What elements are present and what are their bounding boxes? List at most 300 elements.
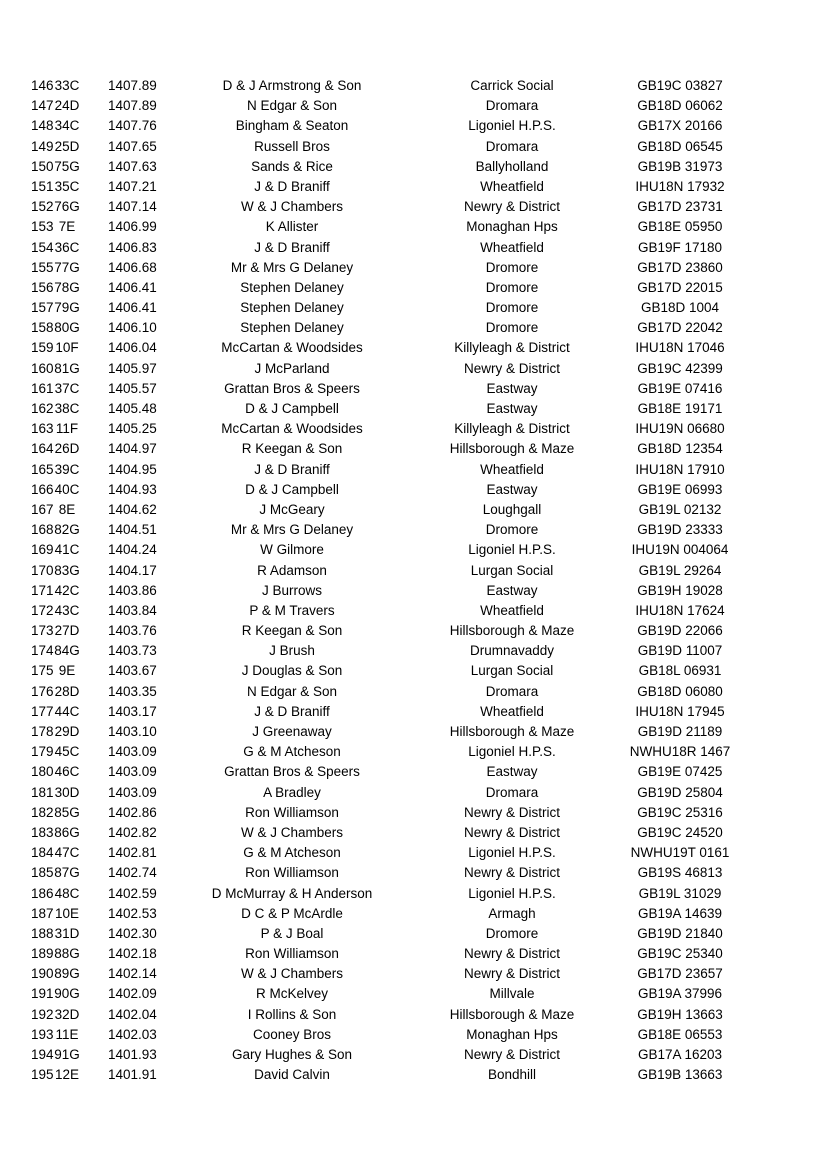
- score-cell: 1407.89: [108, 98, 157, 114]
- ring-number-cell: IHU19N 06680: [635, 421, 725, 437]
- club-cell: Hillsborough & Maze: [449, 441, 575, 457]
- position-cell: 175: [31, 663, 54, 679]
- table-row: [0, 338, 827, 358]
- table-row: [0, 318, 827, 338]
- ring-number-cell: GB18D 06062: [637, 98, 723, 114]
- fancier-name-cell: J & D Braniff: [254, 461, 330, 477]
- ring-number-cell: GB18D 1004: [640, 300, 720, 316]
- table-row: [0, 76, 827, 96]
- fancier-name-cell: I Rollins & Son: [247, 1006, 337, 1022]
- score-cell: 1404.95: [108, 461, 157, 477]
- club-cell: Ligoniel H.P.S.: [468, 744, 556, 760]
- club-cell: Hillsborough & Maze: [449, 724, 575, 739]
- table-row: [0, 480, 827, 500]
- table-row: [0, 803, 827, 823]
- fancier-name-cell: Stephen Delaney: [240, 300, 344, 316]
- pigeon-code-cell: 43C: [54, 602, 80, 618]
- club-cell: Newry & District: [463, 1047, 560, 1062]
- score-cell: 1405.48: [108, 401, 157, 416]
- table-row: [0, 298, 827, 318]
- position-cell: 181: [31, 784, 54, 800]
- club-cell: Monaghan Hps: [466, 1026, 558, 1042]
- score-cell: 1407.65: [108, 138, 157, 154]
- fancier-name-cell: Mr & Mrs G Delaney: [230, 259, 354, 275]
- fancier-name-cell: J & D Braniff: [254, 178, 330, 194]
- fancier-name-cell: P & J Boal: [260, 925, 324, 941]
- fancier-name-cell: J Brush: [269, 643, 315, 659]
- table-row: [0, 561, 827, 581]
- ring-number-cell: IHU18N 17932: [635, 178, 725, 194]
- pigeon-code-cell: 27D: [54, 623, 80, 639]
- club-cell: Newry & District: [463, 966, 560, 982]
- ring-number-cell: GB18E 06553: [637, 1026, 723, 1042]
- fancier-name-cell: W Gilmore: [260, 542, 324, 558]
- position-cell: 150: [31, 158, 54, 174]
- table-row: [0, 520, 827, 540]
- score-cell: 1402.81: [108, 845, 157, 861]
- score-cell: 1406.10: [108, 320, 157, 336]
- ring-number-cell: GB19S 46813: [637, 865, 723, 881]
- pigeon-code-cell: 29D: [54, 724, 80, 739]
- ring-number-cell: GB18E 19171: [637, 401, 723, 416]
- position-cell: 147: [31, 98, 54, 114]
- pigeon-code-cell: 77G: [54, 259, 80, 275]
- ring-number-cell: GB19H 13663: [637, 1006, 723, 1022]
- ring-number-cell: IHU18N 17945: [635, 703, 725, 719]
- table-row: [0, 460, 827, 480]
- pigeon-code-cell: 47C: [54, 845, 80, 861]
- position-cell: 193: [31, 1026, 54, 1042]
- club-cell: Dromara: [485, 683, 539, 699]
- ring-number-cell: GB19E 06993: [637, 481, 723, 497]
- pigeon-code-cell: 8E: [58, 501, 76, 517]
- club-cell: Wheatfield: [480, 602, 544, 618]
- score-cell: 1405.57: [108, 380, 157, 396]
- position-cell: 192: [31, 1006, 54, 1022]
- club-cell: Dromore: [485, 259, 539, 275]
- fancier-name-cell: McCartan & Woodsides: [221, 340, 363, 356]
- pigeon-code-cell: 36C: [54, 239, 80, 255]
- position-cell: 156: [31, 279, 54, 295]
- position-cell: 189: [31, 946, 54, 962]
- pigeon-code-cell: 79G: [54, 300, 80, 316]
- position-cell: 163: [31, 421, 54, 437]
- fancier-name-cell: Russell Bros: [254, 138, 330, 154]
- score-cell: 1403.09: [108, 784, 157, 800]
- ring-number-cell: GB19A 14639: [637, 905, 723, 921]
- pigeon-code-cell: 34C: [54, 118, 80, 134]
- position-cell: 151: [31, 178, 54, 194]
- pigeon-code-cell: 11F: [55, 421, 79, 437]
- fancier-name-cell: R Keegan & Son: [241, 441, 343, 457]
- table-row: [0, 419, 827, 439]
- table-row: [0, 1065, 827, 1085]
- table-row: [0, 682, 827, 702]
- pigeon-code-cell: 31D: [54, 925, 80, 941]
- score-cell: 1402.04: [108, 1006, 157, 1022]
- club-cell: Dromara: [485, 98, 539, 114]
- score-cell: 1401.93: [108, 1047, 157, 1062]
- table-row: [0, 924, 827, 944]
- club-cell: Monaghan Hps: [466, 219, 558, 235]
- pigeon-code-cell: 26D: [54, 441, 80, 457]
- ring-number-cell: GB19D 21840: [637, 925, 723, 941]
- position-cell: 190: [31, 966, 54, 982]
- fancier-name-cell: N Edgar & Son: [246, 98, 338, 114]
- score-cell: 1403.76: [108, 623, 157, 639]
- club-cell: Wheatfield: [480, 178, 544, 194]
- table-row: [0, 904, 827, 924]
- position-cell: 188: [31, 925, 54, 941]
- pigeon-code-cell: 39C: [54, 461, 80, 477]
- score-cell: 1402.09: [108, 986, 157, 1002]
- ring-number-cell: GB17D 23860: [637, 259, 723, 275]
- pigeon-code-cell: 41C: [54, 542, 80, 558]
- ring-number-cell: IHU19N 004064: [631, 542, 729, 558]
- fancier-name-cell: Grattan Bros & Speers: [224, 380, 360, 396]
- pigeon-code-cell: 12E: [54, 1067, 80, 1083]
- club-cell: Dromore: [485, 522, 539, 538]
- pigeon-code-cell: 80G: [54, 320, 80, 336]
- ring-number-cell: GB17D 23657: [637, 966, 723, 982]
- ring-number-cell: GB19H 19028: [637, 582, 723, 598]
- fancier-name-cell: J Burrows: [261, 582, 322, 598]
- ring-number-cell: GB19C 25316: [637, 804, 723, 820]
- club-cell: Killyleagh & District: [454, 421, 570, 437]
- score-cell: 1407.63: [108, 158, 157, 174]
- position-cell: 186: [31, 885, 54, 901]
- score-cell: 1405.97: [108, 360, 157, 376]
- table-row: [0, 439, 827, 459]
- fancier-name-cell: R Keegan & Son: [241, 623, 343, 639]
- score-cell: 1403.09: [108, 744, 157, 760]
- position-cell: 166: [31, 481, 54, 497]
- score-cell: 1403.10: [108, 724, 157, 739]
- club-cell: Newry & District: [463, 199, 560, 215]
- table-row: [0, 217, 827, 237]
- ring-number-cell: NWHU19T 0161: [630, 845, 730, 861]
- pigeon-code-cell: 42C: [54, 582, 80, 598]
- score-cell: 1402.03: [108, 1026, 157, 1042]
- fancier-name-cell: D & J Armstrong & Son: [222, 78, 362, 93]
- score-cell: 1406.41: [108, 279, 157, 295]
- club-cell: Newry & District: [463, 865, 560, 881]
- pigeon-code-cell: 76G: [54, 199, 80, 215]
- position-cell: 161: [31, 380, 54, 396]
- score-cell: 1403.73: [108, 643, 157, 659]
- pigeon-code-cell: 35C: [54, 178, 80, 194]
- pigeon-code-cell: 91G: [54, 1047, 80, 1062]
- club-cell: Bondhill: [487, 1067, 537, 1083]
- fancier-name-cell: J & D Braniff: [254, 703, 330, 719]
- club-cell: Ligoniel H.P.S.: [468, 845, 556, 861]
- ring-number-cell: GB19D 22066: [637, 623, 723, 639]
- position-cell: 148: [31, 118, 54, 134]
- position-cell: 178: [31, 724, 54, 739]
- score-cell: 1404.62: [108, 501, 157, 517]
- table-row: [0, 601, 827, 621]
- pigeon-code-cell: 33C: [54, 78, 80, 93]
- table-row: [0, 742, 827, 762]
- position-cell: 174: [31, 643, 54, 659]
- club-cell: Hillsborough & Maze: [449, 1006, 575, 1022]
- pigeon-code-cell: 30D: [54, 784, 80, 800]
- ring-number-cell: GB17D 23731: [637, 199, 723, 215]
- position-cell: 172: [31, 602, 54, 618]
- fancier-name-cell: Grattan Bros & Speers: [224, 764, 360, 780]
- fancier-name-cell: D McMurray & H Anderson: [211, 885, 373, 901]
- score-cell: 1402.86: [108, 804, 157, 820]
- club-cell: Millvale: [489, 986, 535, 1002]
- club-cell: Eastway: [486, 401, 538, 416]
- score-cell: 1402.82: [108, 824, 157, 840]
- ring-number-cell: GB19D 11007: [637, 643, 723, 659]
- score-cell: 1403.86: [108, 582, 157, 598]
- club-cell: Newry & District: [463, 360, 560, 376]
- position-cell: 146: [31, 78, 54, 93]
- score-cell: 1402.14: [108, 966, 157, 982]
- club-cell: Eastway: [486, 380, 538, 396]
- club-cell: Dromore: [485, 279, 539, 295]
- table-row: [0, 540, 827, 560]
- score-cell: 1404.93: [108, 481, 157, 497]
- pigeon-code-cell: 75G: [54, 158, 80, 174]
- club-cell: Lurgan Social: [470, 663, 554, 679]
- ring-number-cell: GB19C 24520: [637, 824, 723, 840]
- pigeon-code-cell: 32D: [54, 1006, 80, 1022]
- table-row: [0, 197, 827, 217]
- club-cell: Dromore: [485, 320, 539, 336]
- pigeon-code-cell: 37C: [54, 380, 80, 396]
- club-cell: Newry & District: [463, 804, 560, 820]
- score-cell: 1406.41: [108, 300, 157, 316]
- fancier-name-cell: W & J Chambers: [240, 199, 344, 215]
- fancier-name-cell: Cooney Bros: [252, 1026, 332, 1042]
- pigeon-code-cell: 7E: [58, 219, 76, 235]
- pigeon-code-cell: 87G: [54, 865, 80, 881]
- ring-number-cell: GB19L 02132: [638, 501, 722, 517]
- fancier-name-cell: G & M Atcheson: [243, 744, 341, 760]
- position-cell: 159: [31, 340, 54, 356]
- ring-number-cell: GB18L 06931: [638, 663, 722, 679]
- club-cell: Ligoniel H.P.S.: [468, 118, 556, 134]
- club-cell: Loughgall: [482, 501, 542, 517]
- fancier-name-cell: K Allister: [265, 219, 319, 235]
- position-cell: 176: [31, 683, 54, 699]
- fancier-name-cell: Sands & Rice: [251, 158, 333, 174]
- club-cell: Ballyholland: [475, 158, 549, 174]
- position-cell: 187: [31, 905, 54, 921]
- ring-number-cell: GB19A 37996: [637, 986, 723, 1002]
- ring-number-cell: GB19L 29264: [638, 562, 722, 578]
- position-cell: 152: [31, 199, 54, 215]
- position-cell: 170: [31, 562, 54, 578]
- score-cell: 1404.17: [108, 562, 157, 578]
- position-cell: 185: [31, 865, 54, 881]
- pigeon-code-cell: 86G: [54, 824, 80, 840]
- club-cell: Dromara: [485, 784, 539, 800]
- table-row: [0, 177, 827, 197]
- score-cell: 1404.24: [108, 542, 157, 558]
- club-cell: Eastway: [486, 582, 538, 598]
- ring-number-cell: GB17A 16203: [637, 1047, 723, 1062]
- score-cell: 1404.51: [108, 522, 157, 538]
- table-row: [0, 238, 827, 258]
- ring-number-cell: IHU18N 17624: [635, 602, 725, 618]
- club-cell: Wheatfield: [480, 703, 544, 719]
- pigeon-code-cell: 44C: [54, 703, 80, 719]
- pigeon-code-cell: 25D: [54, 138, 80, 154]
- ring-number-cell: GB17X 20166: [637, 118, 723, 134]
- position-cell: 167: [31, 501, 54, 517]
- ring-number-cell: GB19E 07425: [637, 764, 723, 780]
- pigeon-code-cell: 10F: [55, 340, 79, 356]
- table-row: [0, 823, 827, 843]
- position-cell: 179: [31, 744, 54, 760]
- score-cell: 1403.17: [108, 703, 157, 719]
- ring-number-cell: IHU18N 17910: [635, 461, 725, 477]
- club-cell: Drumnavaddy: [469, 643, 555, 659]
- fancier-name-cell: N Edgar & Son: [246, 683, 338, 699]
- pigeon-code-cell: 89G: [54, 966, 80, 982]
- table-row: [0, 783, 827, 803]
- table-row: [0, 500, 827, 520]
- ring-number-cell: GB19L 31029: [638, 885, 722, 901]
- club-cell: Wheatfield: [480, 239, 544, 255]
- ring-number-cell: GB17D 22015: [637, 279, 723, 295]
- score-cell: 1402.30: [108, 925, 157, 941]
- fancier-name-cell: D C & P McArdle: [241, 905, 343, 921]
- table-row: [0, 762, 827, 782]
- pigeon-code-cell: 28D: [54, 683, 80, 699]
- score-cell: 1406.99: [108, 219, 157, 235]
- position-cell: 165: [31, 461, 54, 477]
- pigeon-code-cell: 10E: [54, 905, 80, 921]
- score-cell: 1401.91: [108, 1067, 157, 1083]
- ring-number-cell: IHU18N 17046: [635, 340, 725, 356]
- fancier-name-cell: W & J Chambers: [240, 824, 344, 840]
- ring-number-cell: GB17D 22042: [637, 320, 723, 336]
- club-cell: Wheatfield: [480, 461, 544, 477]
- club-cell: Newry & District: [463, 824, 560, 840]
- position-cell: 154: [31, 239, 54, 255]
- score-cell: 1402.18: [108, 946, 157, 962]
- fancier-name-cell: W & J Chambers: [240, 966, 344, 982]
- fancier-name-cell: Ron Williamson: [245, 946, 339, 962]
- position-cell: 155: [31, 259, 54, 275]
- fancier-name-cell: A Bradley: [263, 784, 321, 800]
- fancier-name-cell: P & M Travers: [249, 602, 335, 618]
- pigeon-code-cell: 45C: [54, 744, 80, 760]
- position-cell: 183: [31, 824, 54, 840]
- score-cell: 1403.67: [108, 663, 157, 679]
- ring-number-cell: GB19C 42399: [637, 360, 723, 376]
- ring-number-cell: GB19B 13663: [637, 1067, 723, 1083]
- table-row: [0, 278, 827, 298]
- pigeon-code-cell: 84G: [54, 643, 80, 659]
- ring-number-cell: GB19E 07416: [637, 380, 723, 396]
- score-cell: 1405.25: [108, 421, 157, 437]
- position-cell: 168: [31, 522, 54, 538]
- score-cell: 1404.97: [108, 441, 157, 457]
- pigeon-code-cell: 82G: [54, 522, 80, 538]
- club-cell: Ligoniel H.P.S.: [468, 542, 556, 558]
- club-cell: Killyleagh & District: [454, 340, 570, 356]
- ring-number-cell: GB19F 17180: [637, 239, 723, 255]
- table-row: [0, 884, 827, 904]
- fancier-name-cell: Bingham & Seaton: [235, 118, 349, 134]
- club-cell: Dromore: [485, 300, 539, 316]
- club-cell: Ligoniel H.P.S.: [468, 885, 556, 901]
- fancier-name-cell: David Calvin: [254, 1067, 330, 1083]
- table-row: [0, 116, 827, 136]
- club-cell: Lurgan Social: [470, 562, 554, 578]
- pigeon-code-cell: 88G: [54, 946, 80, 962]
- score-cell: 1406.68: [108, 259, 157, 275]
- table-row: [0, 964, 827, 984]
- fancier-name-cell: J Greenaway: [252, 724, 332, 739]
- table-row: [0, 399, 827, 419]
- score-cell: 1402.74: [108, 865, 157, 881]
- table-row: [0, 137, 827, 157]
- position-cell: 169: [31, 542, 54, 558]
- score-cell: 1403.09: [108, 764, 157, 780]
- ring-number-cell: GB19D 23333: [637, 522, 723, 538]
- score-cell: 1403.35: [108, 683, 157, 699]
- pigeon-code-cell: 78G: [54, 279, 80, 295]
- club-cell: Eastway: [486, 764, 538, 780]
- table-row: [0, 661, 827, 681]
- score-cell: 1406.04: [108, 340, 157, 356]
- results-table: [0, 76, 827, 1085]
- ring-number-cell: GB18E 05950: [637, 219, 723, 235]
- fancier-name-cell: J McGeary: [259, 501, 325, 517]
- table-row: [0, 641, 827, 661]
- position-cell: 162: [31, 401, 54, 416]
- position-cell: 180: [31, 764, 54, 780]
- table-row: [0, 258, 827, 278]
- position-cell: 177: [31, 703, 54, 719]
- pigeon-code-cell: 11E: [55, 1026, 79, 1042]
- position-cell: 182: [31, 804, 54, 820]
- fancier-name-cell: Stephen Delaney: [240, 320, 344, 336]
- fancier-name-cell: Ron Williamson: [245, 804, 339, 820]
- position-cell: 160: [31, 360, 54, 376]
- position-cell: 194: [31, 1047, 54, 1062]
- position-cell: 171: [31, 582, 54, 598]
- table-row: [0, 702, 827, 722]
- score-cell: 1406.83: [108, 239, 157, 255]
- table-row: [0, 984, 827, 1004]
- pigeon-code-cell: 38C: [54, 401, 80, 416]
- position-cell: 153: [31, 219, 54, 235]
- ring-number-cell: GB19C 25340: [637, 946, 723, 962]
- ring-number-cell: GB19D 25804: [637, 784, 723, 800]
- fancier-name-cell: J Douglas & Son: [241, 663, 343, 679]
- ring-number-cell: GB18D 12354: [637, 441, 723, 457]
- club-cell: Eastway: [486, 481, 538, 497]
- ring-number-cell: GB19D 21189: [637, 724, 723, 739]
- table-row: [0, 944, 827, 964]
- club-cell: Dromore: [485, 925, 539, 941]
- table-row: [0, 581, 827, 601]
- score-cell: 1407.76: [108, 118, 157, 134]
- position-cell: 149: [31, 138, 54, 154]
- position-cell: 184: [31, 845, 54, 861]
- club-cell: Carrick Social: [470, 78, 554, 93]
- table-row: [0, 379, 827, 399]
- fancier-name-cell: R Adamson: [257, 562, 327, 578]
